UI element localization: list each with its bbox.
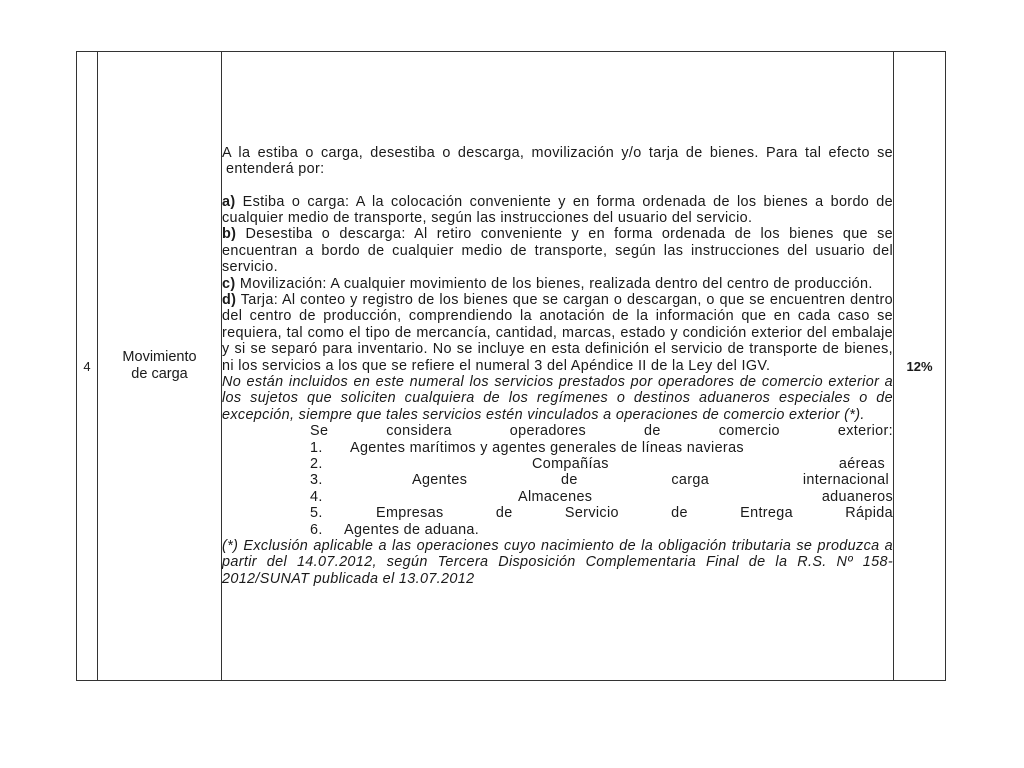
definition-key: c) xyxy=(222,275,236,292)
list-word: de xyxy=(495,505,513,522)
definition-key: a) xyxy=(222,193,236,210)
service-type-line-2: de carga xyxy=(131,366,188,382)
list-number: 5. xyxy=(310,505,323,522)
list-text: Agentes de aduana. xyxy=(344,521,480,538)
list-text-spread xyxy=(350,472,893,488)
list-word: aduaneros xyxy=(821,488,893,505)
list-word: Rápida xyxy=(845,505,893,522)
description-intro: A la estiba o carga, desestiba o descarga, movilización y/o tarja de bienes. Para tal efecto se entenderá por: xyxy=(222,144,893,178)
list-word: de xyxy=(671,505,688,522)
list-text: Agentes marítimos y agentes generales de líneas navieras xyxy=(350,439,744,456)
operator-list-item xyxy=(310,522,893,538)
list-text-spread xyxy=(350,456,893,472)
service-type-cell xyxy=(98,52,222,681)
heading-word: considera xyxy=(386,423,452,440)
list-number: 2. xyxy=(310,456,323,473)
definition-text: Movilización: A cualquier movimiento de los bienes, realizada dentro del centro de producción. xyxy=(239,275,873,292)
list-word: aéreas xyxy=(838,456,885,473)
operator-list-item xyxy=(310,489,893,505)
description xyxy=(222,145,893,588)
list-word: de xyxy=(560,472,578,489)
list-word: Almacenes xyxy=(518,488,593,505)
list-text-spread xyxy=(350,505,893,521)
heading-word: comercio xyxy=(718,423,780,440)
list-word: Entrega xyxy=(740,505,793,522)
rate-cell: 12% xyxy=(894,52,946,681)
list-number: 1. xyxy=(310,439,323,456)
definition-text: Estiba o carga: A la colocación conveniente y en forma ordenada de los bienes a bordo de cualquier medio de transporte, según las instrucciones del usuario del servicio. xyxy=(222,193,893,226)
operators-heading xyxy=(310,423,893,439)
row-number: 4 xyxy=(77,52,98,681)
heading-word: exterior: xyxy=(837,423,893,440)
service-type-line-1: Movimiento xyxy=(122,349,197,365)
heading-word: operadores xyxy=(509,423,587,440)
list-text-spread xyxy=(350,489,893,505)
definition-key: d) xyxy=(222,291,237,308)
list-number: 3. xyxy=(310,472,323,489)
operator-list-item xyxy=(310,456,893,472)
operator-list-item xyxy=(310,505,893,521)
definition-text: Tarja: Al conteo y registro de los bienes que se cargan o descargan, o que se encuentren dentro del centro de producción, comprendiendo la anotación de la información que en cada caso se requiera, tal como el tipo de mercancía, cantidad, marcas, estado y condición exterior del embalaje y si se separó para inventario. No se incluye en esta definición el servicio de transporte de bienes, ni los servicios a los que se refiere el numeral 3 del Apéndice II de la Ley del IGV. xyxy=(222,291,893,374)
list-word: internacional xyxy=(802,472,889,489)
operator-list-item xyxy=(310,440,893,456)
list-number: 6. xyxy=(310,521,323,538)
exclusion-note: No están incluidos en este numeral los servicios prestados por operadores de comercio exterior a los sujetos que soliciten cualquiera de los regímenes o destinos aduaneros especiales o de excepción, siempre que tales servicios estén vinculados a operaciones de comercio exterior (*). xyxy=(222,374,893,423)
list-word: Agentes xyxy=(412,472,468,489)
list-word: Empresas xyxy=(376,505,444,522)
footnote: (*) Exclusión aplicable a las operaciones cuyo nacimiento de la obligación tributaria se produzca a partir del 14.07.2012, según Tercera Disposición Complementaria Final de la R.S. Nº 158-2012/SUNAT publicada el 13.07.2012 xyxy=(222,538,893,587)
definition-item xyxy=(222,194,893,227)
definition-item xyxy=(222,276,893,292)
heading-word: de xyxy=(644,423,661,440)
definition-key: b) xyxy=(222,226,237,243)
list-word: carga xyxy=(671,472,710,489)
heading-word: Se xyxy=(310,423,329,440)
definition-item xyxy=(222,292,893,374)
list-word: Compañías xyxy=(532,456,609,473)
operator-list-item xyxy=(310,472,893,488)
definition-text: Desestiba o descarga: Al retiro conveniente y en forma ordenada de los bienes que se encuentran a bordo de cualquier medio de transporte, según las instrucciones del usuario del servicio. xyxy=(222,226,893,276)
description-cell xyxy=(222,52,894,681)
table-row xyxy=(77,52,946,681)
tax-rates-table xyxy=(76,51,946,681)
list-number: 4. xyxy=(310,488,323,505)
list-word: Servicio xyxy=(564,505,619,522)
definition-item xyxy=(222,226,893,275)
